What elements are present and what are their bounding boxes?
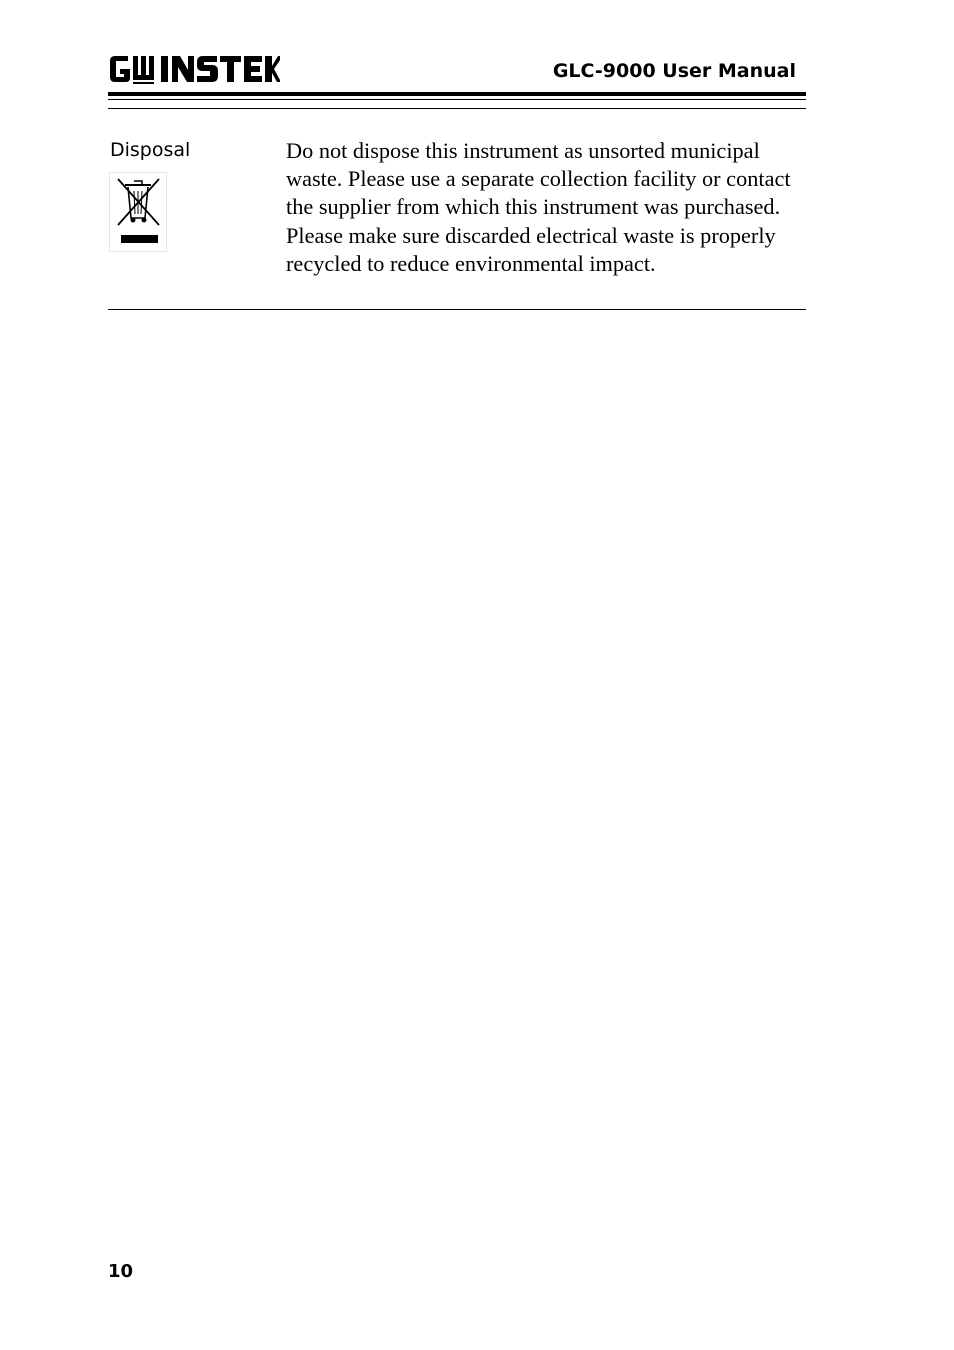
disposal-label: Disposal	[110, 139, 191, 161]
section-bottom-rule	[108, 309, 806, 310]
page-number: 10	[108, 1261, 134, 1282]
header-rule-thick	[108, 92, 806, 96]
header-rule-thin	[108, 99, 806, 100]
svg-text:GW INSTEK: GW INSTEK	[108, 54, 114, 55]
gw-instek-logo	[108, 54, 280, 84]
manual-title: GLC-9000 User Manual	[552, 60, 796, 82]
disposal-description: Do not dispose this instrument as unsorted municipal waste. Please use a separate collection facility or contact the supplier from which this instrument was purchased. Please make sure discarded electrical waste is properly recycled to reduce environmental impact.	[286, 138, 791, 276]
section-top-rule	[108, 108, 806, 109]
weee-crossed-bin-icon	[109, 172, 167, 252]
